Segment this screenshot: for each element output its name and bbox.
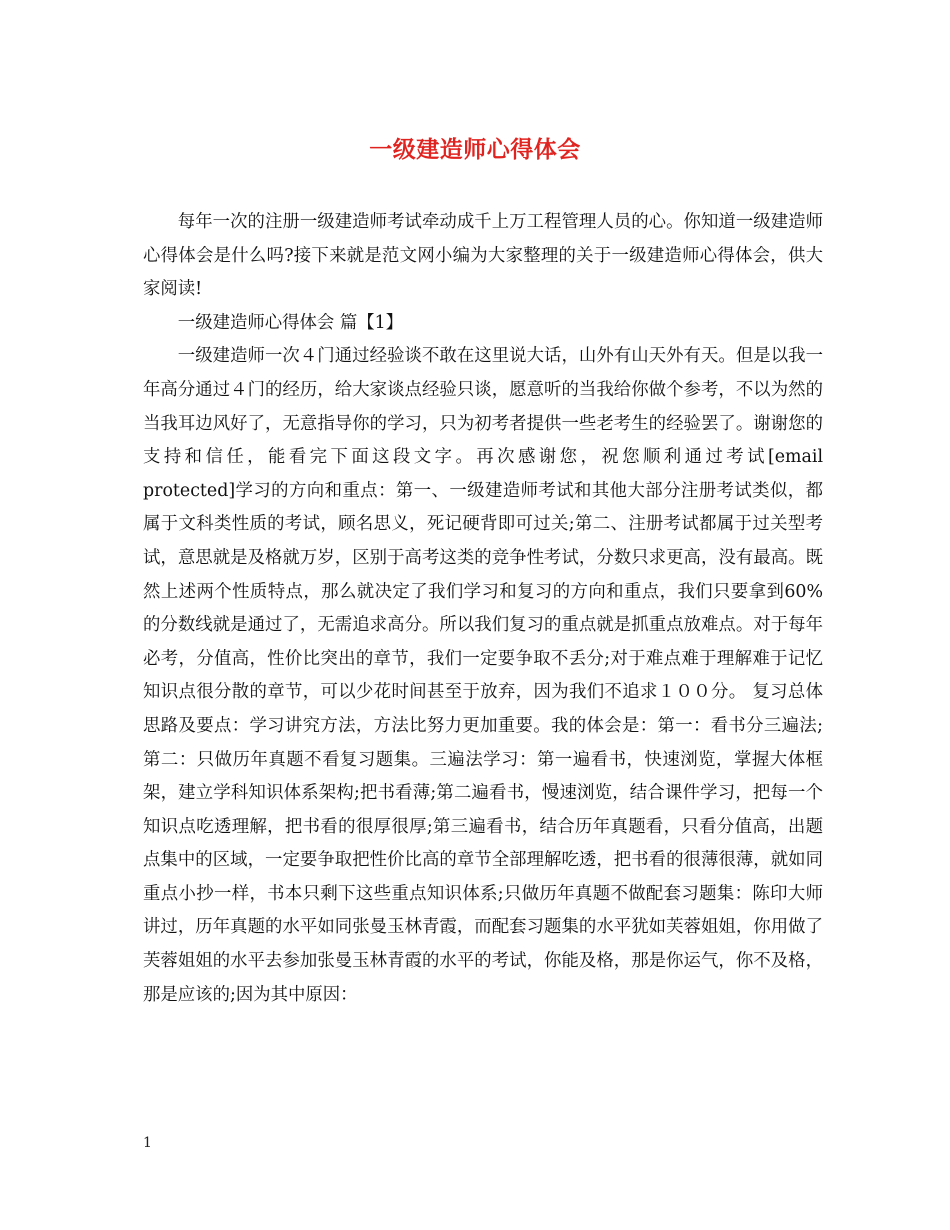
document-body <box>143 206 841 1012</box>
section-heading: 一级建造师心得体会 篇【1】 <box>177 312 404 333</box>
body-paragraph: 一级建造师一次４门通过经验谈不敢在这里说大话，山外有山天外有天。但是以我一年高分通过４门的经历，给大家谈点经验只谈，愿意听的当我给你做个参考，不以为然的当我耳边风好了，无意指导你的学习，只为初考者提供一些老考生的经验罢了。谢谢您的支持和信任，能看完下面这段文字。再次感谢您，祝您顺利通过考试[email protected]学习的方向和重点：第一、一级建造师考试和其他大部分注册考试类似，都属于文科类性质的考试，顾名思义，死记硬背即可过关;第二、注册考试都属于过关型考试，意思就是及格就万岁，区别于高考这类的竞争性考试，分数只求更高，没有最高。既然上述两个性质特点，那么就决定了我们学习和复习的方向和重点，我们只要拿到60%的分数线就是通过了，无需追求高分。所以我们复习的重点就是抓重点放难点。对于每年必考，分值高，性价比突出的章节，我们一定要争取不丢分;对于难点难于理解难于记忆知识点很分散的章节，可以少花时间甚至于放弃，因为我们不追求１００分。 复习总体思路及要点：学习讲究方法，方法比努力更加重要。我的体会是：第一：看书分三遍法;第二：只做历年真题不看复习题集。三遍法学习：第一遍看书，快速浏览，掌握大体框架，建立学科知识体系架构;把书看薄;第二遍看书，慢速浏览，结合课件学习，把每一个知识点吃透理解，把书看的很厚很厚;第三遍看书，结合历年真题看，只看分值高，出题点集中的区域，一定要争取把性价比高的章节全部理解吃透，把书看的很薄很薄，就如同重点小抄一样，书本只剩下这些重点知识体系;只做历年真题不做配套习题集：陈印大师讲过，历年真题的水平如同张曼玉林青霞，而配套习题集的水平犹如芙蓉姐姐，你用做了芙蓉姐姐的水平去参加张曼玉林青霞的水平的考试，你能及格，那是你运气，你不及格，那是应该的;因为其中原因： <box>143 346 841 1005</box>
page-number: 1 <box>143 1135 152 1151</box>
intro-paragraph: 每年一次的注册一级建造师考试牵动成千上万工程管理人员的心。你知道一级建造师心得体会是什么吗?接下来就是范文网小编为大家整理的关于一级建造师心得体会，供大家阅读! <box>143 212 823 300</box>
document-title: 一级建造师心得体会 <box>369 136 581 163</box>
